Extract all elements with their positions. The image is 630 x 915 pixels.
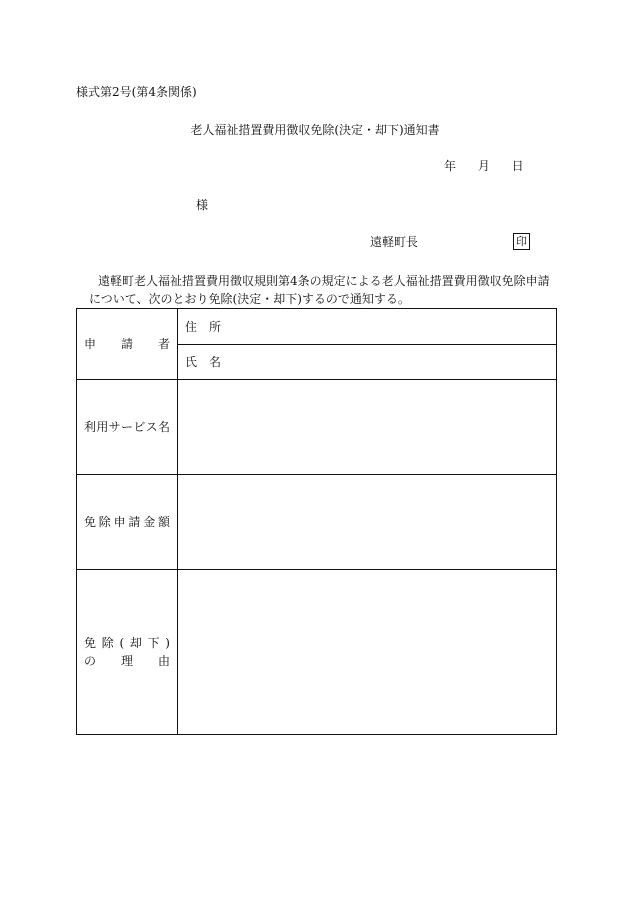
reason-label-line-1 — [84, 634, 170, 652]
label-char: 金 — [143, 515, 156, 529]
label-char: 額 — [157, 515, 170, 529]
form-number: 様式第2号(第4条関係) — [76, 85, 197, 99]
label-char: 用 — [96, 420, 109, 434]
label-char: サ — [108, 420, 121, 434]
label-char: 名 — [209, 355, 222, 369]
label-char: 却 — [129, 636, 142, 650]
label-char: ) — [165, 636, 170, 650]
body-text-line-2: について、次のとおり免除(決定・却下)するので通知する。 — [89, 292, 410, 306]
service-value-cell[interactable] — [178, 380, 557, 475]
name-cell[interactable] — [178, 345, 557, 380]
label-char: 除 — [101, 636, 114, 650]
label-char: 免 — [84, 515, 97, 529]
address-cell[interactable] — [178, 309, 557, 345]
label-char: 除 — [98, 515, 111, 529]
label-char: 下 — [147, 636, 160, 650]
date-line: 年 月 日 — [444, 159, 524, 173]
label-char: ビ — [133, 420, 146, 434]
label-char: ( — [119, 636, 125, 650]
label-char: 名 — [157, 420, 170, 434]
label-char: 免 — [84, 636, 97, 650]
address-label — [178, 318, 556, 336]
seal-mark: 印 — [513, 233, 530, 250]
amount-value-cell[interactable] — [178, 475, 557, 570]
document-title: 老人福祉措置費用徴収免除(決定・却下)通知書 — [190, 123, 440, 137]
label-char: 申 — [113, 515, 126, 529]
form-table — [76, 308, 557, 735]
reason-row — [77, 570, 557, 735]
label-char: 氏 — [185, 355, 198, 369]
label-char: 請 — [128, 515, 141, 529]
label-char: 所 — [209, 319, 222, 334]
label-char: 利 — [84, 420, 97, 434]
applicant-label-cell — [77, 309, 178, 380]
amount-row — [77, 475, 557, 570]
label-char: 請 — [120, 337, 133, 351]
label-char: 者 — [157, 337, 170, 351]
label-char: 申 — [84, 337, 97, 351]
reason-label-cell — [77, 570, 178, 735]
service-label-cell — [77, 380, 178, 475]
amount-label — [77, 513, 177, 531]
label-char: ー — [120, 420, 133, 434]
label-char: 由 — [157, 654, 170, 668]
applicant-address-row — [77, 309, 557, 345]
name-label — [178, 353, 556, 371]
applicant-label — [77, 335, 177, 353]
label-char: 理 — [120, 654, 133, 668]
reason-value-cell[interactable] — [178, 570, 557, 735]
body-text-line-1: 遠軽町老人福祉措置費用徴収規則第4条の規定による老人福祉措置費用徴収免除申請 — [98, 274, 550, 288]
service-row — [77, 380, 557, 475]
label-char: 住 — [185, 319, 198, 334]
service-label — [77, 418, 177, 436]
amount-label-cell — [77, 475, 178, 570]
reason-label — [77, 634, 177, 670]
addressee-suffix: 様 — [196, 198, 209, 212]
issuer-name: 遠軽町長 — [370, 235, 419, 249]
reason-label-line-2 — [84, 652, 170, 670]
label-char: の — [84, 654, 97, 668]
label-char: ス — [145, 420, 158, 434]
